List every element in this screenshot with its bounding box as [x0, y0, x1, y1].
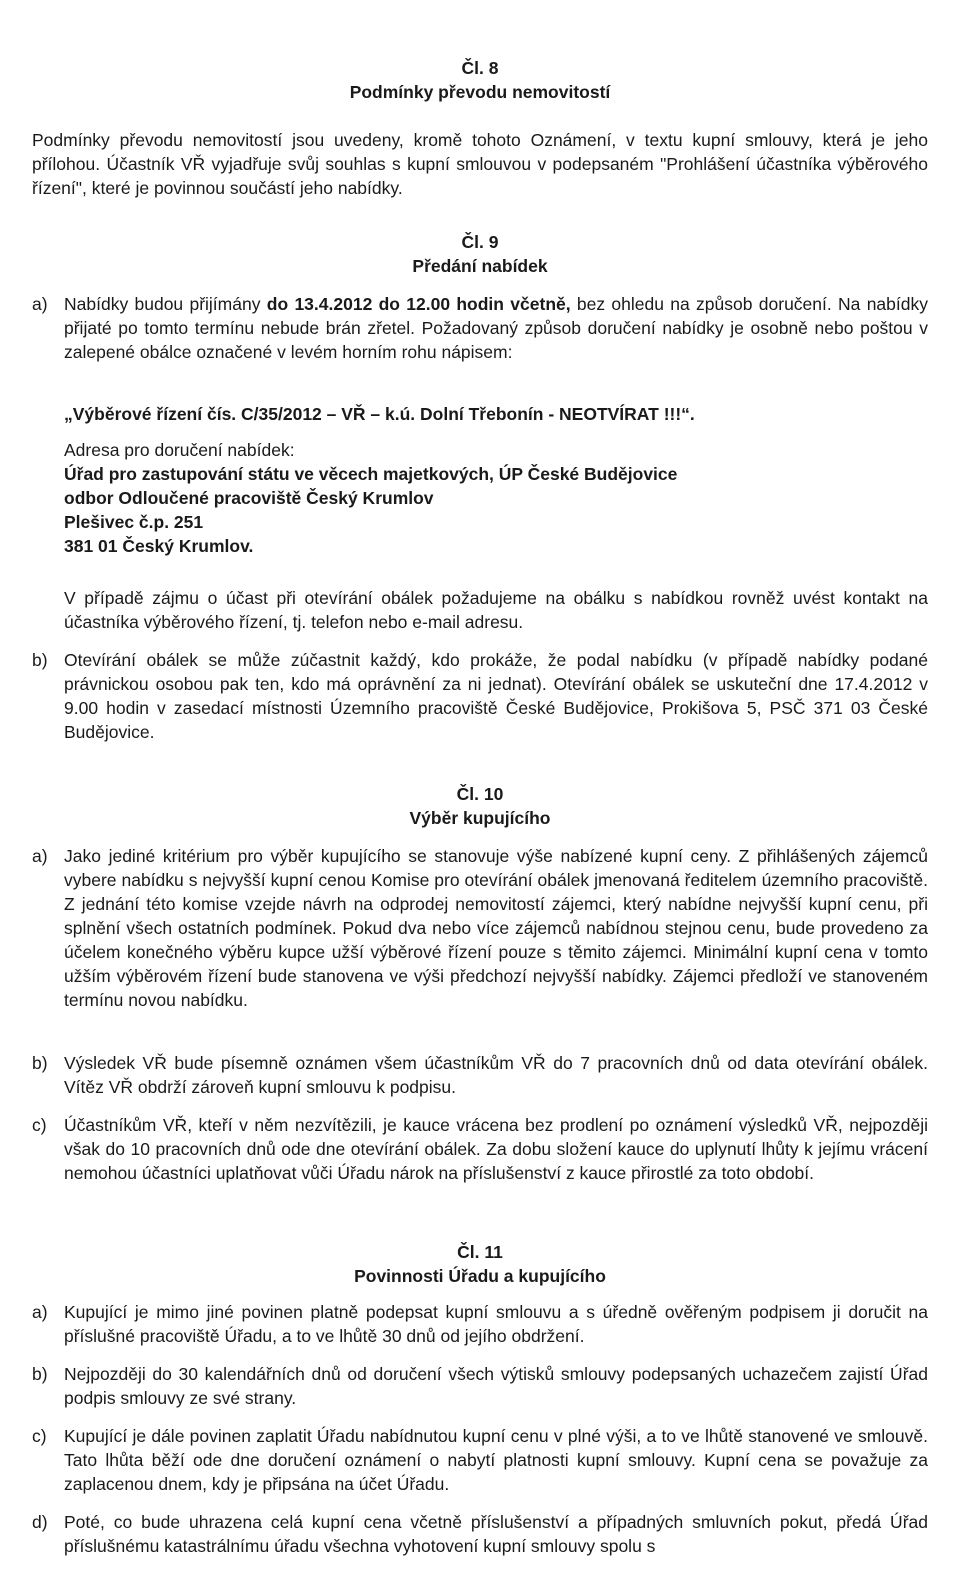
- article-10-item-b: [32, 1051, 928, 1099]
- item-label: a): [32, 294, 48, 314]
- article-9-number: Čl. 9: [461, 232, 499, 252]
- article-9-title: Předání nabídek: [412, 256, 548, 276]
- article-9-item-b: [32, 648, 928, 744]
- article-10-number: Čl. 10: [456, 784, 504, 804]
- address-line: odbor Odloučené pracoviště Český Krumlov: [64, 488, 434, 508]
- item-text: Nejpozději do 30 kalendářních dnů od doručení všech výtisků smlouvy podepsaných uchazečem zajistí Úřad podpis smlouvy ze své strany.: [64, 1364, 928, 1408]
- item-text: Kupující je mimo jiné povinen platně podepsat kupní smlouvu a s úředně ověřeným podpisem ji doručit na příslušné pracoviště Úřadu, a to ve lhůtě 30 dnů od jejího obdržení.: [64, 1302, 928, 1346]
- address-intro: Adresa pro doručení nabídek:: [64, 440, 295, 460]
- item-label: b): [32, 1053, 48, 1073]
- article-11-item-a: [32, 1300, 928, 1348]
- item-a-pre: Nabídky budou přijímány: [64, 294, 267, 314]
- article-10-heading: [0, 782, 960, 830]
- article-8-text: Podmínky převodu nemovitostí jsou uvedeny, kromě tohoto Oznámení, v textu kupní smlouvy, která je jeho přílohou. Účastník VŘ vyjadřuje svůj souhlas s kupní smlouvou v podepsaném "Prohlášení účastníka výběrového řízení", které je povinnou součástí jeho nabídky.: [32, 130, 928, 198]
- item-text: Otevírání obálek se může zúčastnit každý, kdo prokáže, že podal nabídku (v případě nabídky podané právnickou osobou pak ten, kdo má oprávnění za ni jednat). Otevírání obálek se uskuteční dne 17.4.2012 v 9.00 hodin v zasedací místnosti Územního pracoviště České Budějovice, Prokišova 5, PSČ 371 03 České Budějovice.: [64, 650, 928, 742]
- contact-note: V případě zájmu o účast při otevírání obálek požadujeme na obálku s nabídkou rovněž uvést kontakt na účastníka výběrového řízení, tj. telefon nebo e-mail adresu.: [64, 588, 928, 632]
- article-8-number: Čl. 8: [461, 58, 499, 78]
- article-8-heading: [0, 56, 960, 104]
- item-label: c): [32, 1426, 47, 1446]
- item-text: Účastníkům VŘ, kteří v něm nezvítězili, je kauce vrácena bez prodlení po oznámení výsledků VŘ, nejpozději však do 10 pracovních dnů ode dne otevírání obálek. Za dobu složení kauce do uplynutí lhůty k jejímu vrácení nemohou účastníci uplatňovat vůči Úřadu nárok na příslušenství z kauce přirostlé za toto období.: [64, 1115, 928, 1183]
- delivery-address: [64, 462, 944, 558]
- article-11-item-c: [32, 1424, 928, 1496]
- article-10-item-a: [32, 844, 928, 1012]
- item-label: b): [32, 1364, 48, 1384]
- article-10-item-c: [32, 1113, 928, 1185]
- item-a-post: bez ohledu na způsob doručení. Na nabídky přijaté po tomto termínu nebude brán zřetel. Požadovaný způsob doručení nabídky je osobně nebo poštou v zalepené obálce označené v levém horním rohu nápisem:: [64, 294, 928, 362]
- item-text: Poté, co bude uhrazena celá kupní cena včetně příslušenství a případných smluvních pokut, předá Úřad příslušnému katastrálnímu úřadu všechna vyhotovení kupní smlouvy spolu s: [64, 1512, 928, 1556]
- deadline-text: do 13.4.2012 do 12.00 hodin včetně,: [266, 294, 571, 314]
- item-label: a): [32, 1302, 48, 1322]
- article-11-item-d: [32, 1510, 928, 1558]
- address-line: Úřad pro zastupování státu ve věcech majetkových, ÚP České Budějovice: [64, 464, 678, 484]
- article-8-title: Podmínky převodu nemovitostí: [349, 82, 611, 102]
- article-9-item-a: [32, 292, 928, 364]
- item-label: a): [32, 846, 48, 866]
- item-label: d): [32, 1512, 48, 1532]
- envelope-label-text: „Výběrové řízení čís. C/35/2012 – VŘ – k.ú. Dolní Třebonín - NEOTVÍRAT !!!“.: [64, 404, 695, 424]
- item-text: Jako jediné kritérium pro výběr kupujícího se stanovuje výše nabízené kupní ceny. Z přihlášených zájemců vybere nabídku s nejvyšší kupní cenou Komise pro otevírání obálek jmenovaná ředitelem územního pracoviště. Z jednání této komise vzejde návrh na odprodej nemovitostí zájemci, který nabídne nejvyšší kupní cenu, při splnění všech ostatních podmínek. Pokud dva nebo více zájemců nabídnou stejnou cenu, bude provedeno za účelem konečného výběru kupce užší výběrové řízení pouze s těmito zájemci. Minimální kupní cena v tomto užším výběrovém řízení bude stanovena ve výši předchozí nejvyšší nabídky. Zájemci předloží ve stanoveném termínu novou nabídku.: [64, 846, 928, 1010]
- article-9-heading: [0, 230, 960, 278]
- article-11-number: Čl. 11: [457, 1242, 503, 1262]
- item-text: Kupující je dále povinen zaplatit Úřadu nabídnutou kupní cenu v plné výši, a to ve lhůtě stanovené ve smlouvě. Tato lhůta běží ode dne doručení oznámení o nabytí platnosti kupní smlouvy. Kupní cena se považuje za zaplacenou dnem, kdy je připsána na účet Úřadu.: [64, 1426, 928, 1494]
- address-line: 381 01 Český Krumlov.: [64, 536, 254, 556]
- item-text: Výsledek VŘ bude písemně oznámen všem účastníkům VŘ do 7 pracovních dnů od data otevírání obálek. Vítěz VŘ obdrží zároveň kupní smlouvu k podpisu.: [64, 1053, 928, 1097]
- article-11-title: Povinnosti Úřadu a kupujícího: [354, 1266, 606, 1286]
- address-line: Plešivec č.p. 251: [64, 512, 204, 532]
- article-10-title: Výběr kupujícího: [409, 808, 551, 828]
- article-11-item-b: [32, 1362, 928, 1410]
- item-label: c): [32, 1115, 47, 1135]
- item-label: b): [32, 650, 48, 670]
- article-11-heading: [0, 1240, 960, 1288]
